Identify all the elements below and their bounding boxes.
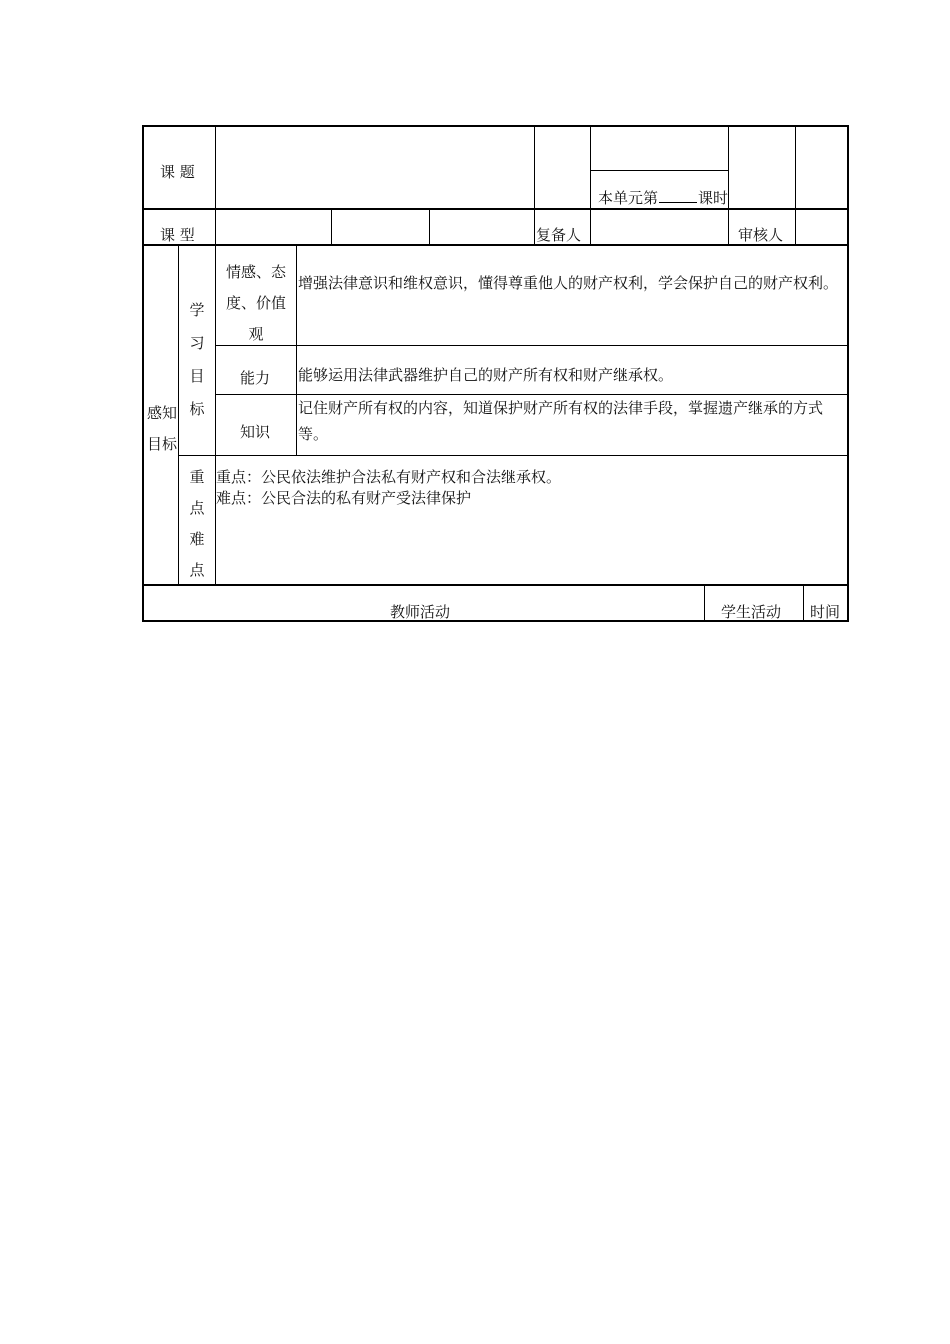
col-topic-end — [534, 125, 535, 245]
objective-content-attitude: 增强法律意识和维权意识，懂得尊重他人的财产权利，学会保护自己的财产权利。 — [298, 274, 839, 292]
row-divider-knowledge — [178, 455, 849, 456]
col-goal-label-divider — [215, 244, 216, 585]
objective-label-knowledge: 知识 — [240, 423, 271, 441]
col-type-b — [429, 208, 430, 245]
lesson-number-blank[interactable] — [659, 188, 697, 203]
col-goal-content-divider — [296, 244, 297, 456]
unit-lesson-suffix: 课时 — [698, 189, 729, 207]
col-label-divider — [215, 125, 216, 245]
section-label-perception-goals: 感知目标 — [146, 404, 177, 453]
teacher-activity-header: 教师活动 — [390, 603, 451, 621]
learning-goals-label: 学习目标 — [189, 301, 205, 418]
student-activity-header: 学生活动 — [721, 603, 782, 621]
unit-lesson-count — [598, 188, 728, 208]
objective-content-knowledge: 记住财产所有权的内容，知道保护财产所有权的法律手段，掌握遗产继承的方式等。 — [298, 399, 824, 443]
time-header: 时间 — [810, 603, 841, 621]
table-left-border — [142, 125, 144, 622]
col-right-divider — [795, 125, 796, 245]
col-student-divider — [704, 584, 705, 621]
row-divider-attitude — [215, 345, 849, 346]
topic-label: 课 题 — [160, 163, 195, 181]
key-points-label: 重点难点 — [189, 468, 205, 579]
type-label: 课 型 — [160, 226, 195, 244]
objective-label-attitude: 情感、态度、价值观 — [225, 263, 286, 343]
table-right-border — [847, 125, 849, 622]
row-divider-topic — [142, 208, 849, 210]
key-point-text: 重点：公民依法维护合法私有财产权和合法继承权。 — [216, 468, 562, 486]
objective-label-ability: 能力 — [240, 369, 271, 387]
table-top-border — [142, 125, 849, 127]
co-preparer-label: 复备人 — [536, 226, 582, 244]
col-type-a — [331, 208, 332, 245]
col-lesson-end — [728, 125, 729, 245]
col-time-divider — [803, 584, 804, 621]
lesson-count-divider — [590, 170, 728, 171]
row-divider-keypoints — [142, 584, 849, 586]
difficult-point-text: 难点：公民合法的私有财产受法律保护 — [216, 489, 472, 507]
unit-lesson-prefix: 本单元第 — [598, 189, 659, 207]
objective-content-ability: 能够运用法律武器维护自己的财产所有权和财产继承权。 — [298, 366, 674, 384]
reviewer-label: 审核人 — [738, 226, 784, 244]
col-lesson-start — [590, 125, 591, 245]
